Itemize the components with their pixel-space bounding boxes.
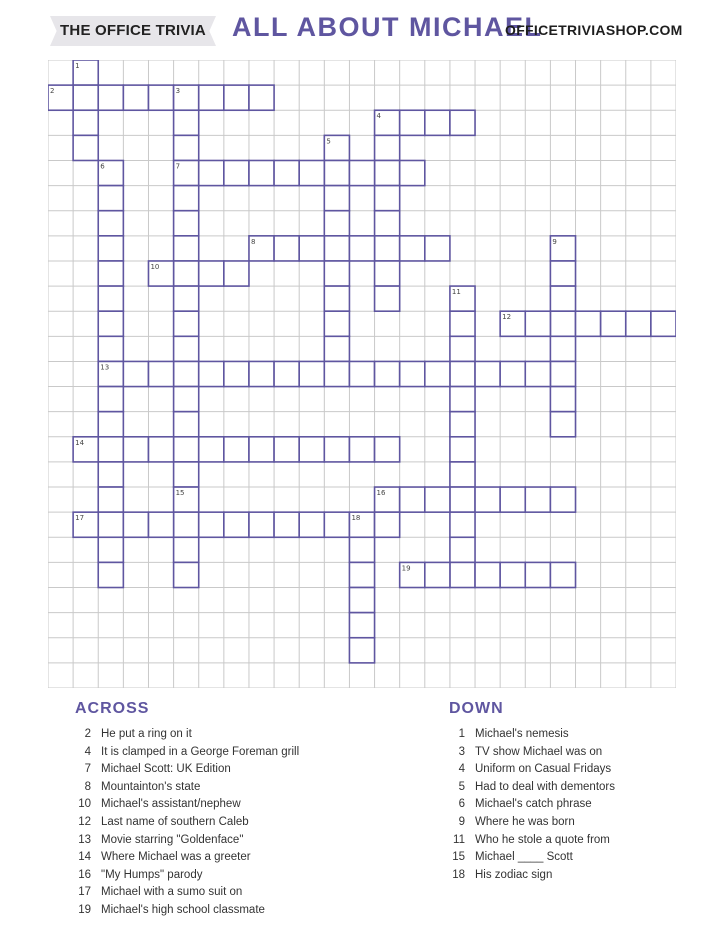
answer-cell[interactable] <box>324 211 349 236</box>
answer-cell[interactable] <box>450 512 475 537</box>
answer-cell[interactable] <box>475 562 500 587</box>
down-clue-list <box>449 728 699 886</box>
answer-cell[interactable] <box>375 236 400 261</box>
answer-cell[interactable] <box>349 562 374 587</box>
down-clue-18 <box>449 869 699 887</box>
answer-cell[interactable] <box>98 412 123 437</box>
answer-cell[interactable] <box>349 537 374 562</box>
cell-number: 13 <box>100 363 110 372</box>
answer-cell[interactable] <box>324 311 349 336</box>
across-clue-2 <box>75 728 405 746</box>
answer-cell[interactable] <box>249 160 274 185</box>
answer-cell[interactable] <box>224 437 249 462</box>
clue-number: 4 <box>458 763 465 776</box>
answer-cell[interactable] <box>349 588 374 613</box>
answer-cell[interactable] <box>174 236 199 261</box>
clue-number: 10 <box>78 798 91 811</box>
answer-cell[interactable] <box>274 361 299 386</box>
clue-text: Who he stole a quote from <box>475 833 610 846</box>
answer-cell[interactable] <box>199 437 224 462</box>
down-clue-11 <box>449 834 699 852</box>
answer-cell[interactable] <box>425 487 450 512</box>
answer-cell[interactable] <box>98 236 123 261</box>
clue-number: 9 <box>458 815 465 828</box>
answer-cell[interactable] <box>450 110 475 135</box>
across-clue-list <box>75 728 405 922</box>
answer-cell[interactable] <box>450 387 475 412</box>
answer-cell[interactable] <box>98 85 123 110</box>
cell-number: 15 <box>175 489 185 498</box>
answer-cell[interactable] <box>174 562 199 587</box>
clue-number: 11 <box>453 833 465 846</box>
answer-cell[interactable] <box>324 236 349 261</box>
answer-cell[interactable] <box>174 286 199 311</box>
answer-cell[interactable] <box>123 437 148 462</box>
cell-number: 16 <box>376 489 386 498</box>
clue-text: Michael ____ Scott <box>475 851 573 864</box>
clue-text: He put a ring on it <box>101 728 192 740</box>
answer-cell[interactable] <box>450 537 475 562</box>
clue-text: Where he was born <box>475 815 575 828</box>
answer-cell[interactable] <box>375 286 400 311</box>
down-heading: DOWN <box>449 700 504 717</box>
answer-cell[interactable] <box>224 160 249 185</box>
answer-cell[interactable] <box>123 85 148 110</box>
answer-cell[interactable] <box>475 361 500 386</box>
header <box>0 0 720 60</box>
answer-cell[interactable] <box>375 361 400 386</box>
answer-cell[interactable] <box>249 85 274 110</box>
answer-cell[interactable] <box>349 437 374 462</box>
answer-cell[interactable] <box>576 311 601 336</box>
answer-cell[interactable] <box>98 186 123 211</box>
answer-cell[interactable] <box>274 512 299 537</box>
cell-number: 8 <box>250 237 256 246</box>
answer-cell[interactable] <box>550 336 575 361</box>
clue-text: Michael Scott: UK Edition <box>101 763 231 776</box>
answer-cell[interactable] <box>400 361 425 386</box>
across-clue-8 <box>75 781 405 799</box>
answer-cell[interactable] <box>450 412 475 437</box>
answer-cell[interactable] <box>224 361 249 386</box>
answer-cell[interactable] <box>550 361 575 386</box>
clue-text: Michael with a sumo suit on <box>101 886 243 899</box>
answer-cell[interactable] <box>274 236 299 261</box>
answer-cell[interactable] <box>550 562 575 587</box>
across-clue-14 <box>75 851 405 869</box>
cell-number: 3 <box>175 87 181 96</box>
cell-number: 14 <box>75 438 85 447</box>
answer-cell[interactable] <box>224 261 249 286</box>
answer-cell[interactable] <box>199 160 224 185</box>
answer-cell[interactable] <box>626 311 651 336</box>
answer-cell[interactable] <box>550 487 575 512</box>
answer-cell[interactable] <box>174 361 199 386</box>
cell-number: 1 <box>75 62 80 70</box>
answer-cell[interactable] <box>425 110 450 135</box>
answer-cell[interactable] <box>324 437 349 462</box>
answer-cell[interactable] <box>174 135 199 160</box>
across-clue-13 <box>75 834 405 852</box>
clue-number: 3 <box>458 745 465 758</box>
answer-cell[interactable] <box>174 537 199 562</box>
clue-number: 12 <box>78 815 91 828</box>
down-clue-3 <box>449 746 699 764</box>
answer-cell[interactable] <box>98 261 123 286</box>
clue-text: Last name of southern Caleb <box>101 815 249 828</box>
answer-cell[interactable] <box>324 261 349 286</box>
clue-text: Had to deal with dementors <box>475 780 615 793</box>
answer-cell[interactable] <box>375 512 400 537</box>
clue-number: 13 <box>78 833 91 846</box>
clue-number: 6 <box>458 798 465 811</box>
answer-cell[interactable] <box>73 110 98 135</box>
answer-cell[interactable] <box>98 512 123 537</box>
answer-cell[interactable] <box>299 361 324 386</box>
answer-cell[interactable] <box>249 512 274 537</box>
answer-cell[interactable] <box>475 487 500 512</box>
answer-cell[interactable] <box>98 487 123 512</box>
across-heading: ACROSS <box>75 700 150 717</box>
clue-number: 2 <box>84 728 91 740</box>
clue-text: Michael's assistant/nephew <box>101 798 241 811</box>
answer-cell[interactable] <box>73 135 98 160</box>
answer-cell[interactable] <box>525 311 550 336</box>
answer-cell[interactable] <box>224 85 249 110</box>
clue-number: 19 <box>78 903 91 916</box>
clue-text: Michael's nemesis <box>475 728 569 740</box>
down-clue-9 <box>449 816 699 834</box>
answer-cell[interactable] <box>324 361 349 386</box>
answer-cell[interactable] <box>224 512 249 537</box>
clue-text: Uniform on Casual Fridays <box>475 763 612 776</box>
clue-text: Michael's high school classmate <box>101 903 265 916</box>
cell-number: 7 <box>175 162 181 171</box>
across-clue-7 <box>75 763 405 781</box>
clue-number: 18 <box>452 868 465 881</box>
answer-cell[interactable] <box>450 487 475 512</box>
answer-cell[interactable] <box>98 437 123 462</box>
clue-text: "My Humps" parody <box>101 868 203 881</box>
answer-cell[interactable] <box>98 286 123 311</box>
answer-cell[interactable] <box>174 211 199 236</box>
answer-cell[interactable] <box>500 487 525 512</box>
answer-cell[interactable] <box>525 361 550 386</box>
down-clue-4 <box>449 763 699 781</box>
answer-cell[interactable] <box>324 512 349 537</box>
brand-label: THE OFFICE TRIVIA <box>60 22 206 39</box>
answer-cell[interactable] <box>550 286 575 311</box>
down-clues <box>449 700 699 886</box>
cell-number: 11 <box>451 288 461 297</box>
answer-cell[interactable] <box>550 261 575 286</box>
page-title: ALL ABOUT MICHAEL <box>232 12 543 42</box>
answer-cell[interactable] <box>199 512 224 537</box>
clue-number: 5 <box>458 780 465 793</box>
answer-cell[interactable] <box>601 311 626 336</box>
answer-cell[interactable] <box>174 110 199 135</box>
answer-cell[interactable] <box>349 638 374 663</box>
answer-cell[interactable] <box>375 160 400 185</box>
across-clue-16 <box>75 869 405 887</box>
clue-number: 15 <box>452 851 465 864</box>
answer-cell[interactable] <box>400 160 425 185</box>
answer-cell[interactable] <box>349 236 374 261</box>
answer-cell[interactable] <box>199 85 224 110</box>
across-clue-4 <box>75 746 405 764</box>
answer-cell[interactable] <box>174 462 199 487</box>
answer-cell[interactable] <box>651 311 676 336</box>
answer-cell[interactable] <box>174 311 199 336</box>
answer-cell[interactable] <box>174 336 199 361</box>
answer-cell[interactable] <box>274 437 299 462</box>
answer-cell[interactable] <box>425 236 450 261</box>
answer-cell[interactable] <box>550 412 575 437</box>
down-clue-6 <box>449 798 699 816</box>
answer-cell[interactable] <box>375 211 400 236</box>
answer-cell[interactable] <box>249 437 274 462</box>
cell-number: 2 <box>50 87 55 96</box>
answer-cell[interactable] <box>425 562 450 587</box>
answer-cell[interactable] <box>148 437 173 462</box>
clue-number: 14 <box>78 851 91 864</box>
answer-cell[interactable] <box>73 85 98 110</box>
answer-cell[interactable] <box>400 487 425 512</box>
clue-text: Michael's catch phrase <box>475 798 592 811</box>
answer-cell[interactable] <box>375 261 400 286</box>
across-clues <box>75 700 405 922</box>
answer-cell[interactable] <box>148 361 173 386</box>
cell-number: 6 <box>100 162 105 171</box>
clue-number: 4 <box>84 745 91 758</box>
answer-cell[interactable] <box>550 311 575 336</box>
clue-text: Movie starring "Goldenface" <box>101 833 244 846</box>
answer-cell[interactable] <box>500 361 525 386</box>
clue-number: 8 <box>84 780 91 793</box>
answer-cell[interactable] <box>98 336 123 361</box>
clue-number: 1 <box>458 728 465 740</box>
clue-text: It is clamped in a George Foreman grill <box>101 745 300 758</box>
answer-cell[interactable] <box>450 336 475 361</box>
answer-cell[interactable] <box>98 311 123 336</box>
answer-cell[interactable] <box>98 387 123 412</box>
answer-cell[interactable] <box>500 562 525 587</box>
clue-number: 7 <box>84 763 91 776</box>
cell-number: 18 <box>351 514 361 523</box>
cell-number: 17 <box>75 514 85 523</box>
cell-number: 5 <box>326 137 331 146</box>
answer-cell[interactable] <box>174 186 199 211</box>
answer-cell[interactable] <box>349 361 374 386</box>
answer-cell[interactable] <box>425 361 450 386</box>
across-clue-12 <box>75 816 405 834</box>
answer-cell[interactable] <box>174 437 199 462</box>
answer-cell[interactable] <box>174 387 199 412</box>
clue-text: His zodiac sign <box>475 868 553 881</box>
answer-cell[interactable] <box>525 562 550 587</box>
answer-cell[interactable] <box>450 311 475 336</box>
answer-cell[interactable] <box>324 286 349 311</box>
clue-text: TV show Michael was on <box>475 745 603 758</box>
answer-cell[interactable] <box>148 512 173 537</box>
down-clue-1 <box>449 728 699 746</box>
answer-cell[interactable] <box>174 261 199 286</box>
answer-cell[interactable] <box>174 512 199 537</box>
answer-cell[interactable] <box>98 462 123 487</box>
cell-number: 9 <box>552 237 557 246</box>
clue-text: Where Michael was a greeter <box>101 851 251 864</box>
answer-cell[interactable] <box>98 562 123 587</box>
answer-cell[interactable] <box>299 160 324 185</box>
answer-cell[interactable] <box>450 462 475 487</box>
cell-number: 4 <box>376 112 382 121</box>
answer-cell[interactable] <box>324 160 349 185</box>
answer-cell[interactable] <box>450 437 475 462</box>
answer-cell[interactable] <box>550 387 575 412</box>
answer-cell[interactable] <box>123 512 148 537</box>
answer-cell[interactable] <box>174 412 199 437</box>
answer-cell[interactable] <box>299 437 324 462</box>
cell-number: 19 <box>401 564 411 573</box>
answer-cell[interactable] <box>400 236 425 261</box>
across-clue-10 <box>75 798 405 816</box>
answer-cell[interactable] <box>450 562 475 587</box>
answer-cell[interactable] <box>123 361 148 386</box>
answer-cell[interactable] <box>525 487 550 512</box>
answer-cell[interactable] <box>299 236 324 261</box>
answer-cell[interactable] <box>450 361 475 386</box>
answer-cell[interactable] <box>324 336 349 361</box>
across-clue-17 <box>75 886 405 904</box>
answer-cell[interactable] <box>349 613 374 638</box>
answer-cell[interactable] <box>299 512 324 537</box>
crossword-grid <box>48 60 676 688</box>
answer-cell[interactable] <box>400 110 425 135</box>
answer-cell[interactable] <box>324 186 349 211</box>
answer-cell[interactable] <box>249 361 274 386</box>
answer-cell[interactable] <box>98 537 123 562</box>
down-clue-5 <box>449 781 699 799</box>
answer-cell[interactable] <box>375 186 400 211</box>
clue-text: Mountainton's state <box>101 780 201 793</box>
answer-cell[interactable] <box>349 160 374 185</box>
crossword-svg <box>48 60 676 688</box>
answer-cell[interactable] <box>199 261 224 286</box>
answer-cell[interactable] <box>375 135 400 160</box>
answer-cell[interactable] <box>98 211 123 236</box>
answer-cell[interactable] <box>199 361 224 386</box>
site-url: OFFICETRIVIASHOP.COM <box>505 22 683 38</box>
across-clue-19 <box>75 904 405 922</box>
down-clue-15 <box>449 851 699 869</box>
cell-number: 12 <box>502 313 512 322</box>
cell-number: 10 <box>150 262 160 271</box>
answer-cell[interactable] <box>375 437 400 462</box>
answer-cell[interactable] <box>274 160 299 185</box>
clue-number: 17 <box>78 886 91 899</box>
answer-cell[interactable] <box>148 85 173 110</box>
clue-number: 16 <box>78 868 91 881</box>
